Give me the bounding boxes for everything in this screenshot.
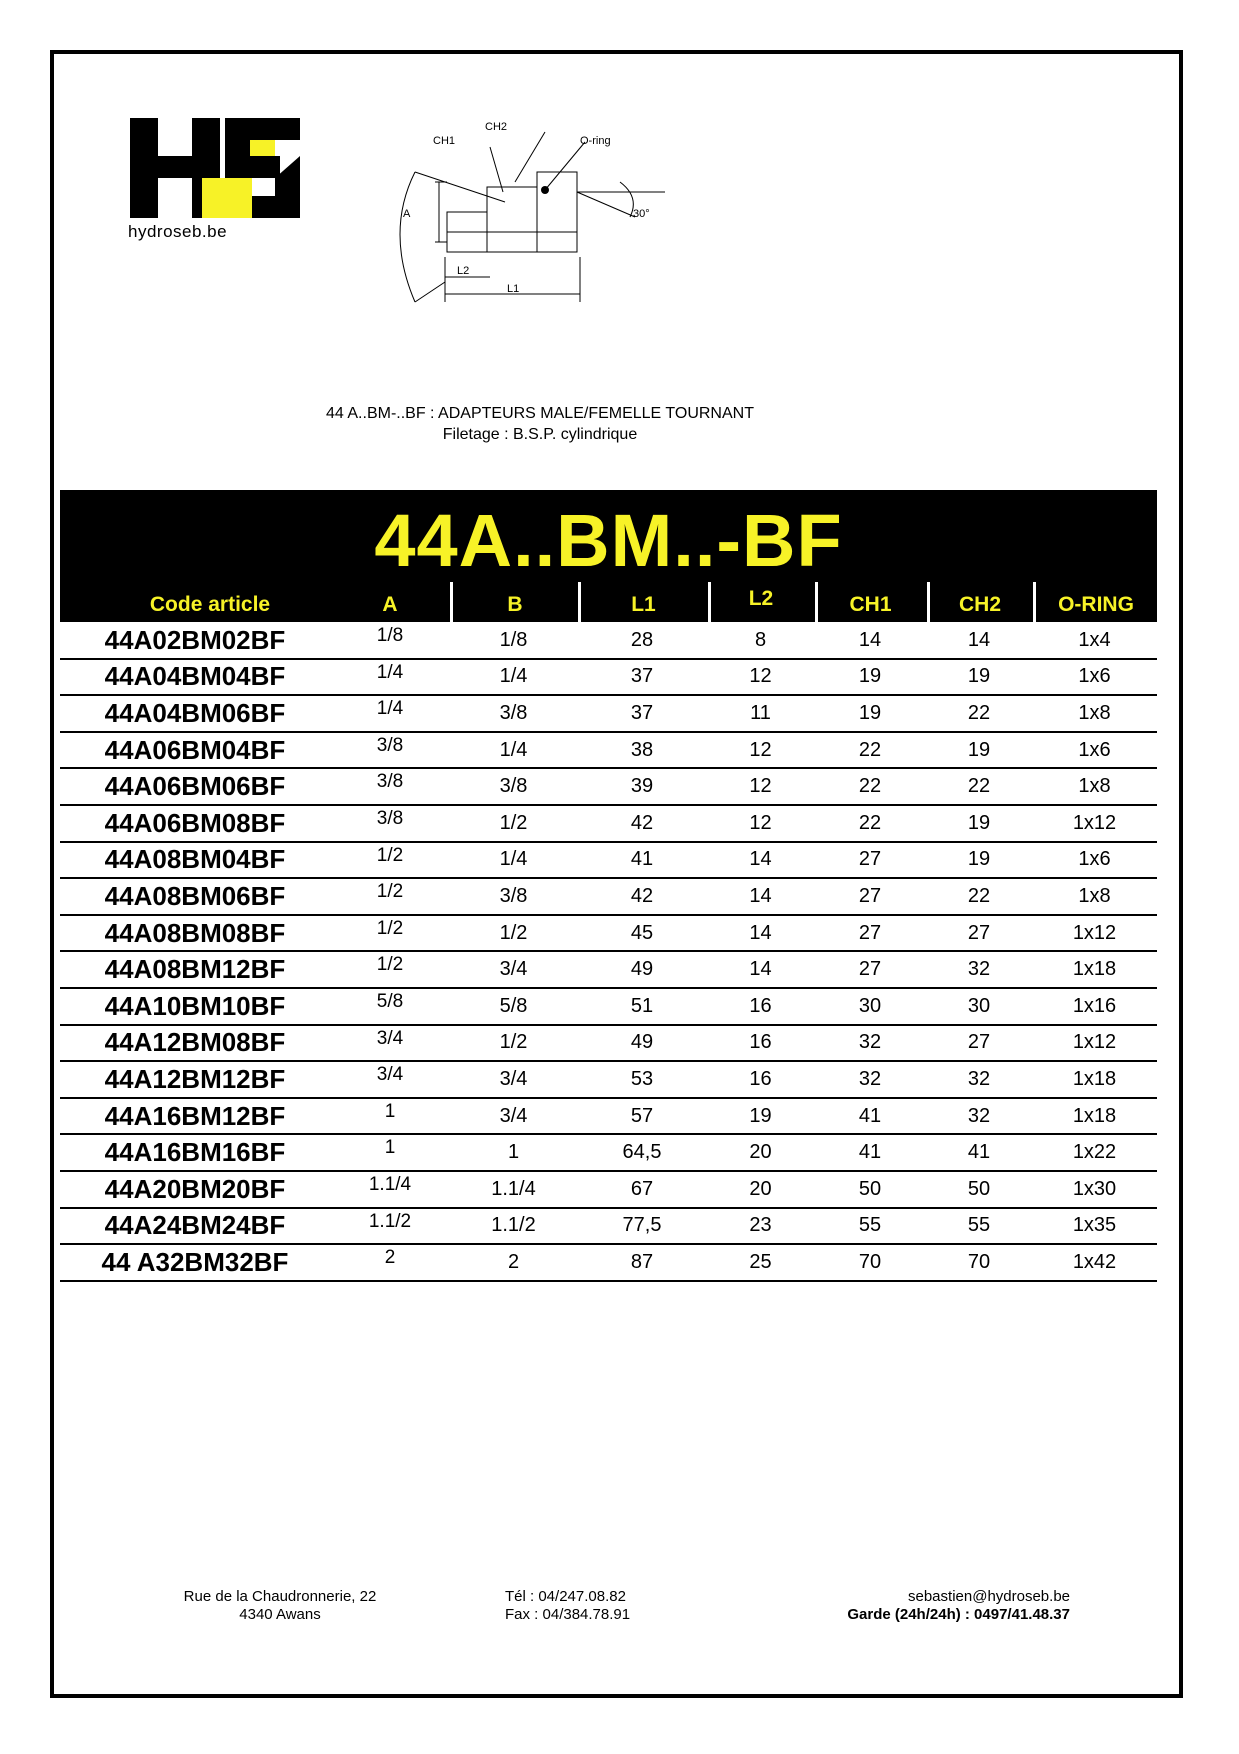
table-cell: 41 [577, 842, 707, 879]
label-l1: L1 [507, 283, 520, 295]
table-cell: 19 [926, 732, 1032, 769]
table-cell: 19 [814, 659, 926, 696]
table-cell: 25 [707, 1244, 814, 1281]
article-code-cell: 44A02BM02BF [60, 623, 330, 659]
table-cell: 20 [707, 1171, 814, 1208]
table-cell: 1x4 [1032, 623, 1157, 659]
table-cell: 1x8 [1032, 878, 1157, 915]
table-row [60, 1098, 1157, 1135]
table-cell: 1 [330, 1134, 450, 1171]
table-cell: 1x42 [1032, 1244, 1157, 1281]
table-cell: 3/4 [450, 1098, 577, 1135]
table-row [60, 768, 1157, 805]
table-cell: 50 [814, 1171, 926, 1208]
thread-description: Filetage : B.S.P. cylindrique [442, 426, 638, 443]
table-cell: 1/2 [330, 951, 450, 988]
table-cell: 1x6 [1032, 732, 1157, 769]
table-cell: 2 [330, 1244, 450, 1281]
table-cell: 1x8 [1032, 695, 1157, 732]
fitting-drawing [395, 122, 745, 337]
table-cell: 1/4 [450, 732, 577, 769]
table-cell: 1x16 [1032, 988, 1157, 1025]
table-row [60, 842, 1157, 879]
table-cell: 14 [707, 915, 814, 952]
footer-phone [505, 1588, 705, 1624]
table-cell: 27 [814, 951, 926, 988]
table-cell: 57 [577, 1098, 707, 1135]
table-row [60, 1134, 1157, 1171]
col-ch1: CH1 [849, 593, 892, 616]
table-cell: 1x30 [1032, 1171, 1157, 1208]
table-cell: 1/4 [450, 659, 577, 696]
table-cell: 30 [926, 988, 1032, 1025]
table-cell: 19 [707, 1098, 814, 1135]
table-cell: 22 [926, 768, 1032, 805]
table-cell: 70 [926, 1244, 1032, 1281]
table-cell: 1x35 [1032, 1208, 1157, 1245]
table-cell: 3/8 [450, 878, 577, 915]
label-oring: O-ring [580, 135, 611, 147]
table-cell: 1.1/2 [330, 1208, 450, 1245]
col-separator [450, 582, 453, 622]
table-cell: 37 [577, 695, 707, 732]
logo-caption: hydroseb.be [128, 222, 228, 241]
table-cell: 1x8 [1032, 768, 1157, 805]
table-cell: 41 [926, 1134, 1032, 1171]
col-l1: L1 [631, 593, 656, 616]
footer-address [160, 1588, 400, 1624]
col-code: Code article [149, 593, 271, 616]
table-cell: 1/2 [330, 915, 450, 952]
table-cell: 3/4 [330, 1061, 450, 1098]
table-cell: 3/4 [450, 1061, 577, 1098]
table-cell: 12 [707, 732, 814, 769]
table-cell: 27 [814, 915, 926, 952]
table-cell: 12 [707, 768, 814, 805]
table-cell: 39 [577, 768, 707, 805]
table-cell: 14 [707, 842, 814, 879]
table-cell: 42 [577, 878, 707, 915]
table-cell: 20 [707, 1134, 814, 1171]
label-ch1: CH1 [433, 135, 456, 147]
table-cell: 1/8 [330, 623, 450, 659]
table-row [60, 1061, 1157, 1098]
col-a: A [382, 593, 398, 616]
table-cell: 1x12 [1032, 805, 1157, 842]
table-cell: 1x12 [1032, 1025, 1157, 1062]
table-cell: 32 [926, 1061, 1032, 1098]
table-cell: 64,5 [577, 1134, 707, 1171]
table-cell: 5/8 [330, 988, 450, 1025]
table-cell: 1 [330, 1098, 450, 1135]
label-a: A [403, 208, 411, 220]
table-cell: 1.1/4 [330, 1171, 450, 1208]
table-cell: 38 [577, 732, 707, 769]
table-cell: 28 [577, 623, 707, 659]
table-cell: 32 [814, 1061, 926, 1098]
article-code-cell: 44A08BM06BF [60, 878, 330, 915]
page-title: 44A..BM..-BF [374, 499, 843, 582]
table-cell: 1x18 [1032, 1098, 1157, 1135]
article-code-cell: 44A16BM16BF [60, 1134, 330, 1171]
article-code-cell: 44A06BM06BF [60, 768, 330, 805]
article-code-cell: 44A12BM08BF [60, 1025, 330, 1062]
article-code-cell: 44A08BM12BF [60, 951, 330, 988]
table-cell: 1/4 [330, 695, 450, 732]
table-cell: 55 [814, 1208, 926, 1245]
table-cell: 1/2 [450, 915, 577, 952]
article-code-cell: 44A06BM04BF [60, 732, 330, 769]
article-code-cell: 44A16BM12BF [60, 1098, 330, 1135]
label-l2: L2 [457, 265, 470, 277]
table-cell: 19 [926, 805, 1032, 842]
table-cell: 1/2 [330, 878, 450, 915]
article-code-cell: 44A06BM08BF [60, 805, 330, 842]
table-cell: 14 [707, 878, 814, 915]
table-cell: 1/2 [450, 1025, 577, 1062]
article-code-cell: 44A24BM24BF [60, 1208, 330, 1245]
table-cell: 30 [814, 988, 926, 1025]
table-cell: 16 [707, 1061, 814, 1098]
phone-number: Tél : 04/247.08.82 [505, 1588, 626, 1605]
table-row [60, 1244, 1157, 1281]
table-cell: 32 [926, 951, 1032, 988]
article-code-cell: 44 A32BM32BF [60, 1244, 330, 1281]
table-cell: 12 [707, 805, 814, 842]
table-cell: 67 [577, 1171, 707, 1208]
table-cell: 70 [814, 1244, 926, 1281]
table-cell: 12 [707, 659, 814, 696]
table-cell: 45 [577, 915, 707, 952]
table-cell: 32 [926, 1098, 1032, 1135]
table-cell: 1/2 [330, 842, 450, 879]
table-cell: 3/8 [450, 768, 577, 805]
table-cell: 14 [707, 951, 814, 988]
table-cell: 77,5 [577, 1208, 707, 1245]
table-row [60, 988, 1157, 1025]
table-cell: 1/4 [450, 842, 577, 879]
label-ch2: CH2 [485, 122, 508, 133]
table-cell: 27 [814, 878, 926, 915]
article-code-cell: 44A08BM08BF [60, 915, 330, 952]
address-city: 4340 Awans [239, 1606, 321, 1623]
table-cell: 14 [926, 623, 1032, 659]
table-cell: 16 [707, 1025, 814, 1062]
table-cell: 16 [707, 988, 814, 1025]
article-code-cell: 44A04BM04BF [60, 659, 330, 696]
article-code-cell: 44A12BM12BF [60, 1061, 330, 1098]
table-cell: 32 [814, 1025, 926, 1062]
table-cell: 22 [926, 878, 1032, 915]
table-row [60, 805, 1157, 842]
table-cell: 1/8 [450, 623, 577, 659]
table-cell: 42 [577, 805, 707, 842]
table-row [60, 695, 1157, 732]
footer-contact [760, 1588, 1070, 1624]
table-cell: 1x12 [1032, 915, 1157, 952]
table-cell: 55 [926, 1208, 1032, 1245]
table-cell: 49 [577, 951, 707, 988]
col-l2: L2 [748, 587, 774, 610]
table-cell: 1x18 [1032, 951, 1157, 988]
table-cell: 1x18 [1032, 1061, 1157, 1098]
table-cell: 8 [707, 623, 814, 659]
table-cell: 1/4 [330, 659, 450, 696]
table-row [60, 1025, 1157, 1062]
table-cell: 41 [814, 1098, 926, 1135]
table-cell: 50 [926, 1171, 1032, 1208]
table-cell: 23 [707, 1208, 814, 1245]
table-cell: 22 [814, 732, 926, 769]
table-row [60, 951, 1157, 988]
table-row [60, 1208, 1157, 1245]
table-cell: 1.1/4 [450, 1171, 577, 1208]
table-row [60, 623, 1157, 659]
article-code-cell: 44A20BM20BF [60, 1171, 330, 1208]
table-cell: 3/4 [330, 1025, 450, 1062]
table-cell: 37 [577, 659, 707, 696]
table-cell: 1x6 [1032, 659, 1157, 696]
table-cell: 19 [814, 695, 926, 732]
table-cell: 22 [926, 695, 1032, 732]
table-cell: 11 [707, 695, 814, 732]
article-code-cell: 44A10BM10BF [60, 988, 330, 1025]
table-cell: 41 [814, 1134, 926, 1171]
col-oring: O-RING [1058, 593, 1134, 616]
label-angle: 30° [633, 208, 650, 220]
table-cell: 19 [926, 659, 1032, 696]
table-cell: 22 [814, 805, 926, 842]
table-cell: 2 [450, 1244, 577, 1281]
address-street: Rue de la Chaudronnerie, 22 [183, 1588, 377, 1605]
emergency-line: Garde (24h/24h) : 0497/41.48.37 [847, 1606, 1070, 1623]
table-cell: 3/8 [450, 695, 577, 732]
article-code-cell: 44A04BM06BF [60, 695, 330, 732]
table-cell: 14 [814, 623, 926, 659]
table-row [60, 878, 1157, 915]
article-code-cell: 44A08BM04BF [60, 842, 330, 879]
table-cell: 1x6 [1032, 842, 1157, 879]
table-cell: 27 [926, 1025, 1032, 1062]
table-cell: 3/8 [330, 768, 450, 805]
table-row [60, 1171, 1157, 1208]
table-cell: 1 [450, 1134, 577, 1171]
table-row [60, 659, 1157, 696]
table-cell: 3/8 [330, 732, 450, 769]
table-cell: 49 [577, 1025, 707, 1062]
table-cell: 3/4 [450, 951, 577, 988]
table-cell: 5/8 [450, 988, 577, 1025]
table-cell: 1/2 [450, 805, 577, 842]
fax-number: Fax : 04/384.78.91 [505, 1606, 631, 1623]
table-cell: 87 [577, 1244, 707, 1281]
table-cell: 19 [926, 842, 1032, 879]
col-ch2: CH2 [958, 593, 1001, 616]
table-cell: 27 [814, 842, 926, 879]
product-description: 44 A..BM-..BF : ADAPTEURS MALE/FEMELLE TOURNANT [326, 405, 754, 422]
table-row [60, 732, 1157, 769]
table-cell: 1.1/2 [450, 1208, 577, 1245]
table-cell: 51 [577, 988, 707, 1025]
table-cell: 53 [577, 1061, 707, 1098]
table-cell: 3/8 [330, 805, 450, 842]
email-link[interactable]: sebastien@hydroseb.be [908, 1588, 1070, 1605]
table-cell: 22 [814, 768, 926, 805]
product-table [60, 623, 1157, 1282]
col-b: B [507, 593, 523, 616]
table-row [60, 915, 1157, 952]
table-cell: 1x22 [1032, 1134, 1157, 1171]
table-cell: 27 [926, 915, 1032, 952]
